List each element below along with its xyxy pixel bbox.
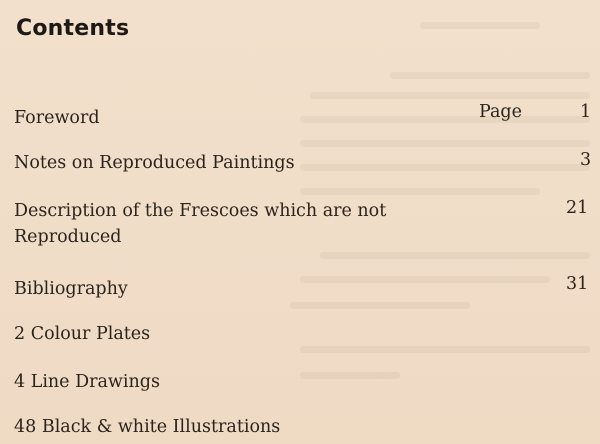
toc-entry-title-line2: Reproduced (14, 227, 122, 247)
toc-entry-line-drawings (14, 369, 160, 395)
toc-entry-title-line1: Description of the Frescoes which are not (14, 201, 387, 221)
page-column-label: Page (479, 102, 522, 122)
toc-entry-foreword[interactable] (14, 105, 100, 131)
toc-entry-bibliography[interactable] (14, 276, 128, 302)
contents-heading: Contents (16, 16, 130, 41)
toc-page-number: 1 (580, 102, 592, 122)
toc-entry-title: Bibliography (14, 279, 128, 299)
toc-entry-title: Notes on Reproduced Paintings (14, 153, 295, 173)
toc-entry-colour-plates (14, 321, 150, 347)
toc-page-number: 3 (580, 150, 592, 170)
toc-entry-title: Foreword (14, 108, 100, 128)
toc-page-number: 21 (566, 198, 589, 218)
toc-page-number: 31 (566, 274, 589, 294)
toc-entry-title: 4 Line Drawings (14, 372, 160, 392)
toc-entry-notes[interactable] (14, 150, 295, 176)
toc-entry-illustrations (14, 414, 280, 440)
toc-entry-title: 2 Colour Plates (14, 324, 151, 344)
toc-entry-title: 48 Black & white Illustrations (14, 417, 281, 437)
toc-entry-description[interactable] (14, 198, 454, 250)
